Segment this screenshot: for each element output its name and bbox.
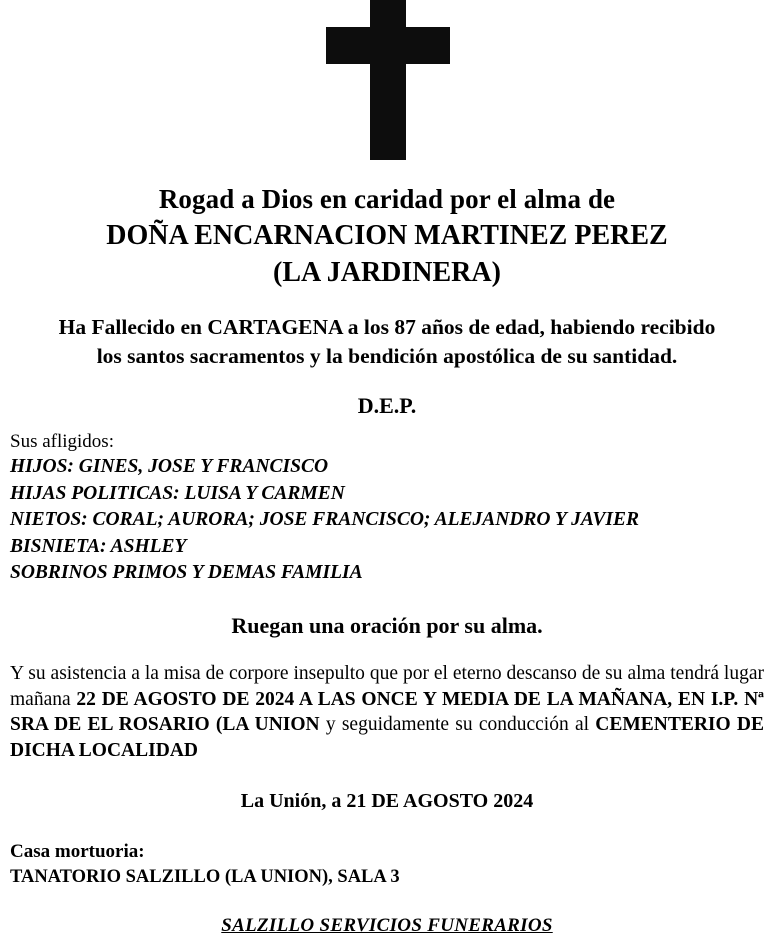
family-line: SOBRINOS PRIMOS Y DEMAS FAMILIA (10, 562, 363, 584)
service-text-part-3: eguidamente su conducción al (349, 714, 596, 736)
deceased-name: DOÑA ENCARNACION MARTINEZ PEREZ (106, 220, 668, 252)
prayer-lead-text: Rogad a Dios en caridad por el alma de (158, 184, 616, 214)
mortuary-label: Casa mortuoria: (10, 841, 145, 863)
cross-horizontal-bar (326, 27, 450, 64)
death-info-line-2: los santos sacramentos y la bendición apostólica de su santidad. (96, 343, 678, 368)
service-details (10, 661, 764, 765)
service-text-part-1: Y su asistencia a la misa de corpore insepulto que por el eterno descanso de su alma tendrá lugar mañana (10, 662, 764, 710)
deceased-nickname: (LA JARDINERA) (273, 257, 501, 289)
latin-cross-icon (326, 0, 450, 160)
service-datetime: 22 DE AGOSTO DE 2024 A LAS ONCE Y MEDIA DE LA MAÑANA, EN I.P. Nª SRA DE EL ROSARIO (LA UNION (10, 688, 764, 736)
dep-text: D.E.P. (357, 392, 417, 418)
mortuary-block (10, 839, 764, 890)
cross-vertical-bar (370, 0, 406, 160)
service-text-part-2: y s (319, 714, 350, 736)
place-and-date: La Unión, a 21 DE AGOSTO 2024 (240, 790, 534, 813)
family-line: BISNIETA: ASHLEY (10, 535, 187, 557)
death-info (14, 313, 760, 371)
death-info-line-1: Ha Fallecido en CARTAGENA a los 87 años de edad, habiendo recibido (58, 314, 716, 339)
family-line: NIETOS: CORAL; AURORA; JOSE FRANCISCO; ALEJANDRO Y JAVIER (10, 509, 640, 531)
family-block (8, 429, 766, 587)
family-line: HIJAS POLITICAS: LUISA Y CARMEN (10, 482, 345, 504)
mortuary-value: TANATORIO SALZILLO (LA UNION), SALA 3 (10, 866, 400, 887)
footer (0, 915, 774, 937)
family-intro: Sus afligidos: (10, 430, 114, 452)
prayer-request: Ruegan una oración por su alma. (231, 612, 543, 638)
service-cemetery: CEMENTERIO DE DICHA LOCALIDAD (10, 714, 764, 762)
cross-container (8, 0, 766, 168)
family-line: HIJOS: GINES, JOSE Y FRANCISCO (10, 456, 329, 478)
funeral-home-brand: SALZILLO SERVICIOS FUNERARIOS (221, 915, 553, 936)
